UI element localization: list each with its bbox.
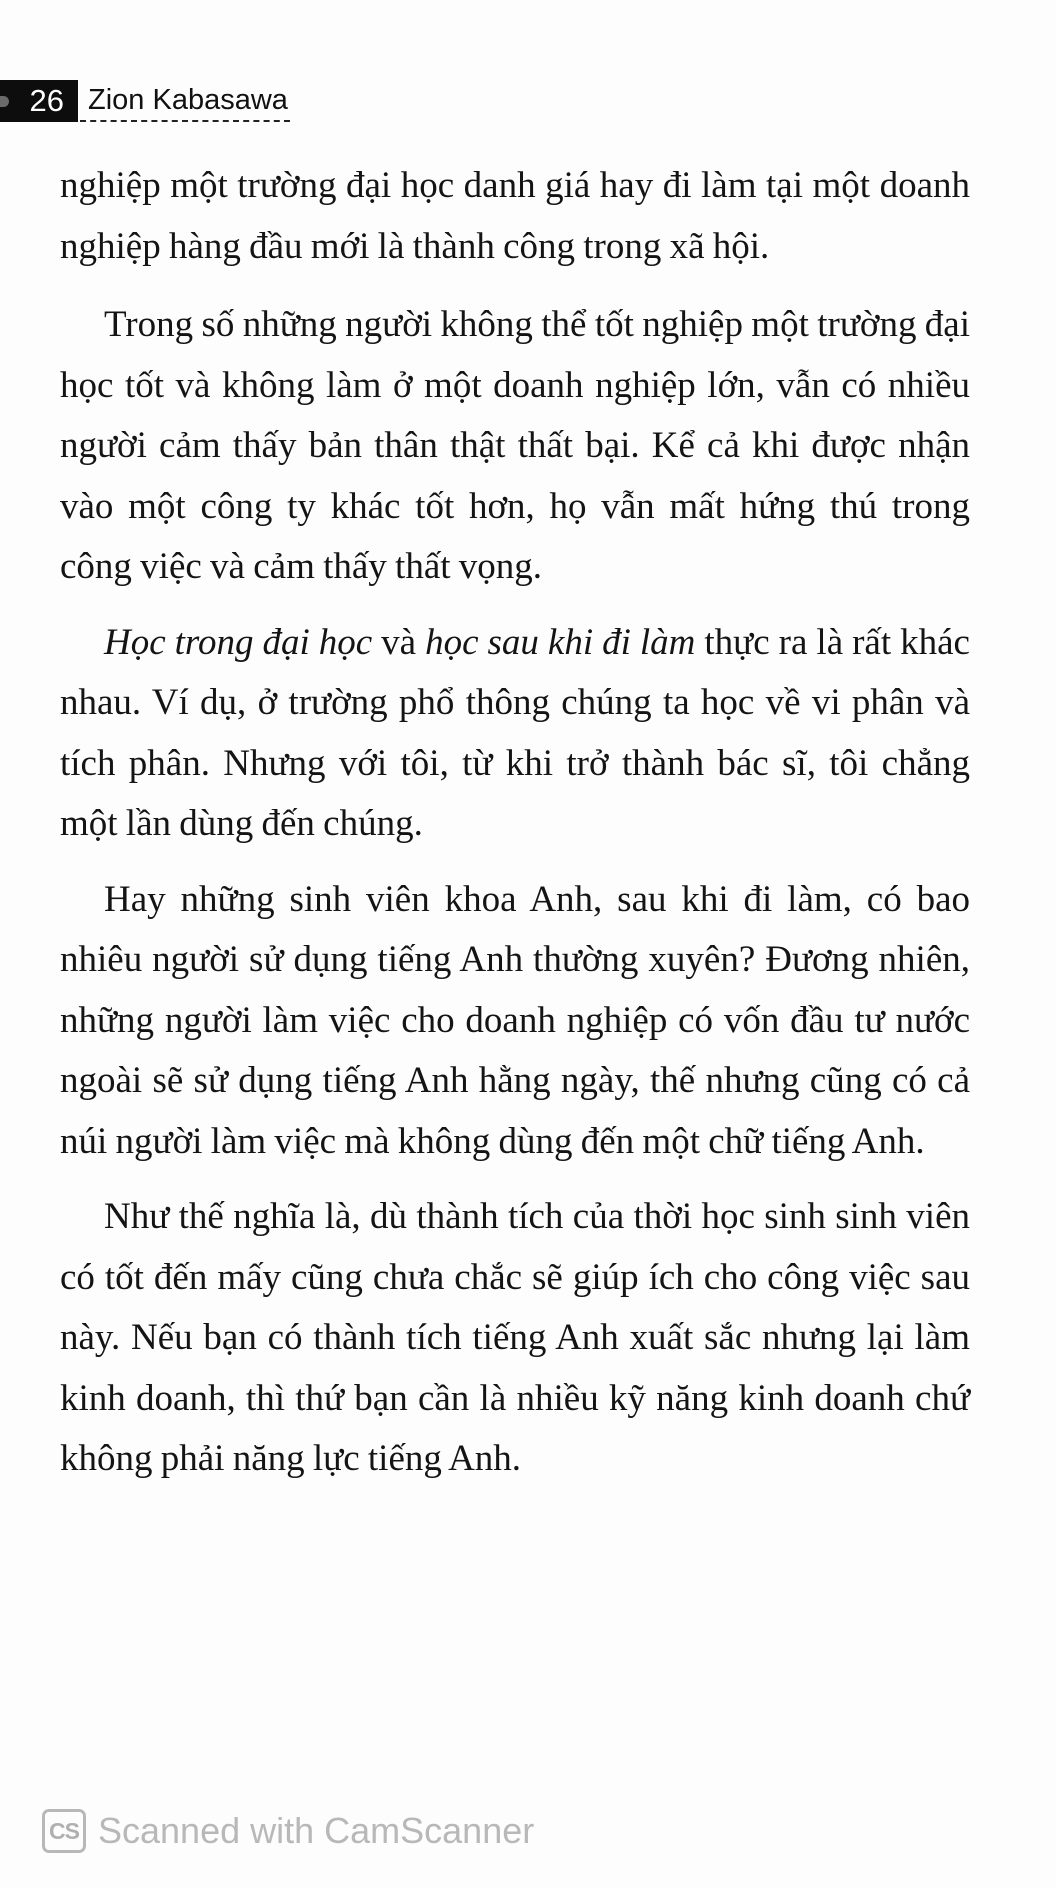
paragraph-5: Như thế nghĩa là, dù thành tích của thời học sinh sinh viên có tốt đến mấy cũng chưa chắc sẽ giúp ích cho công việc sau này. Nếu bạn có thành tích tiếng Anh xuất sắc nhưng lại làm kinh doanh, thì thứ bạn cần là nhiều kỹ năng kinh doanh chứ không phải năng lực tiếng Anh.	[60, 1196, 970, 1479]
paragraph-3	[60, 613, 970, 855]
running-header-author: Zion Kabasawa	[88, 84, 288, 116]
italic-phrase-2: học sau khi đi làm	[425, 621, 696, 663]
paragraph-1: nghiệp một trường đại học danh giá hay đi làm tại một doanh nghiệp hàng đầu mới là thành công trong xã hội.	[60, 165, 970, 267]
paragraph-2: Trong số những người không thể tốt nghiệp một trường đại học tốt và không làm ở một doanh nghiệp lớn, vẫn có nhiều người cảm thấy bản thân thật thất bại. Kể cả khi được nhận vào một công ty khác tốt hơn, họ vẫn mất hứng thú trong công việc và cảm thấy thất vọng.	[60, 304, 970, 587]
page-number-badge	[0, 80, 78, 122]
paragraph-3-text-2: thực ra là rất khác nhau. Ví dụ, ở trường phổ thông chúng ta học về vi phân và tích phân. Nhưng với tôi, từ khi trở thành bác sĩ, tôi chẳng một lần dùng đến chúng.	[60, 621, 970, 844]
paragraph-4: Hay những sinh viên khoa Anh, sau khi đi làm, có bao nhiêu người sử dụng tiếng Anh thường xuyên? Đương nhiên, những người làm việc cho doanh nghiệp có vốn đầu tư nước ngoài sẽ sử dụng tiếng Anh hằng ngày, thế nhưng cũng có cả núi người làm việc mà không dùng đến một chữ tiếng Anh.	[60, 878, 970, 1162]
body-text	[60, 156, 970, 1505]
header-dashed-rule	[80, 120, 290, 122]
camscanner-watermark	[42, 1808, 534, 1854]
watermark-text: Scanned with CamScanner	[98, 1810, 535, 1851]
page-edge-mark	[0, 96, 9, 107]
paragraph-3-text-1: và	[372, 621, 426, 663]
camscanner-logo-icon: CS	[42, 1809, 86, 1853]
italic-phrase-1: Học trong đại học	[104, 621, 373, 663]
page-number: 26	[29, 83, 64, 118]
